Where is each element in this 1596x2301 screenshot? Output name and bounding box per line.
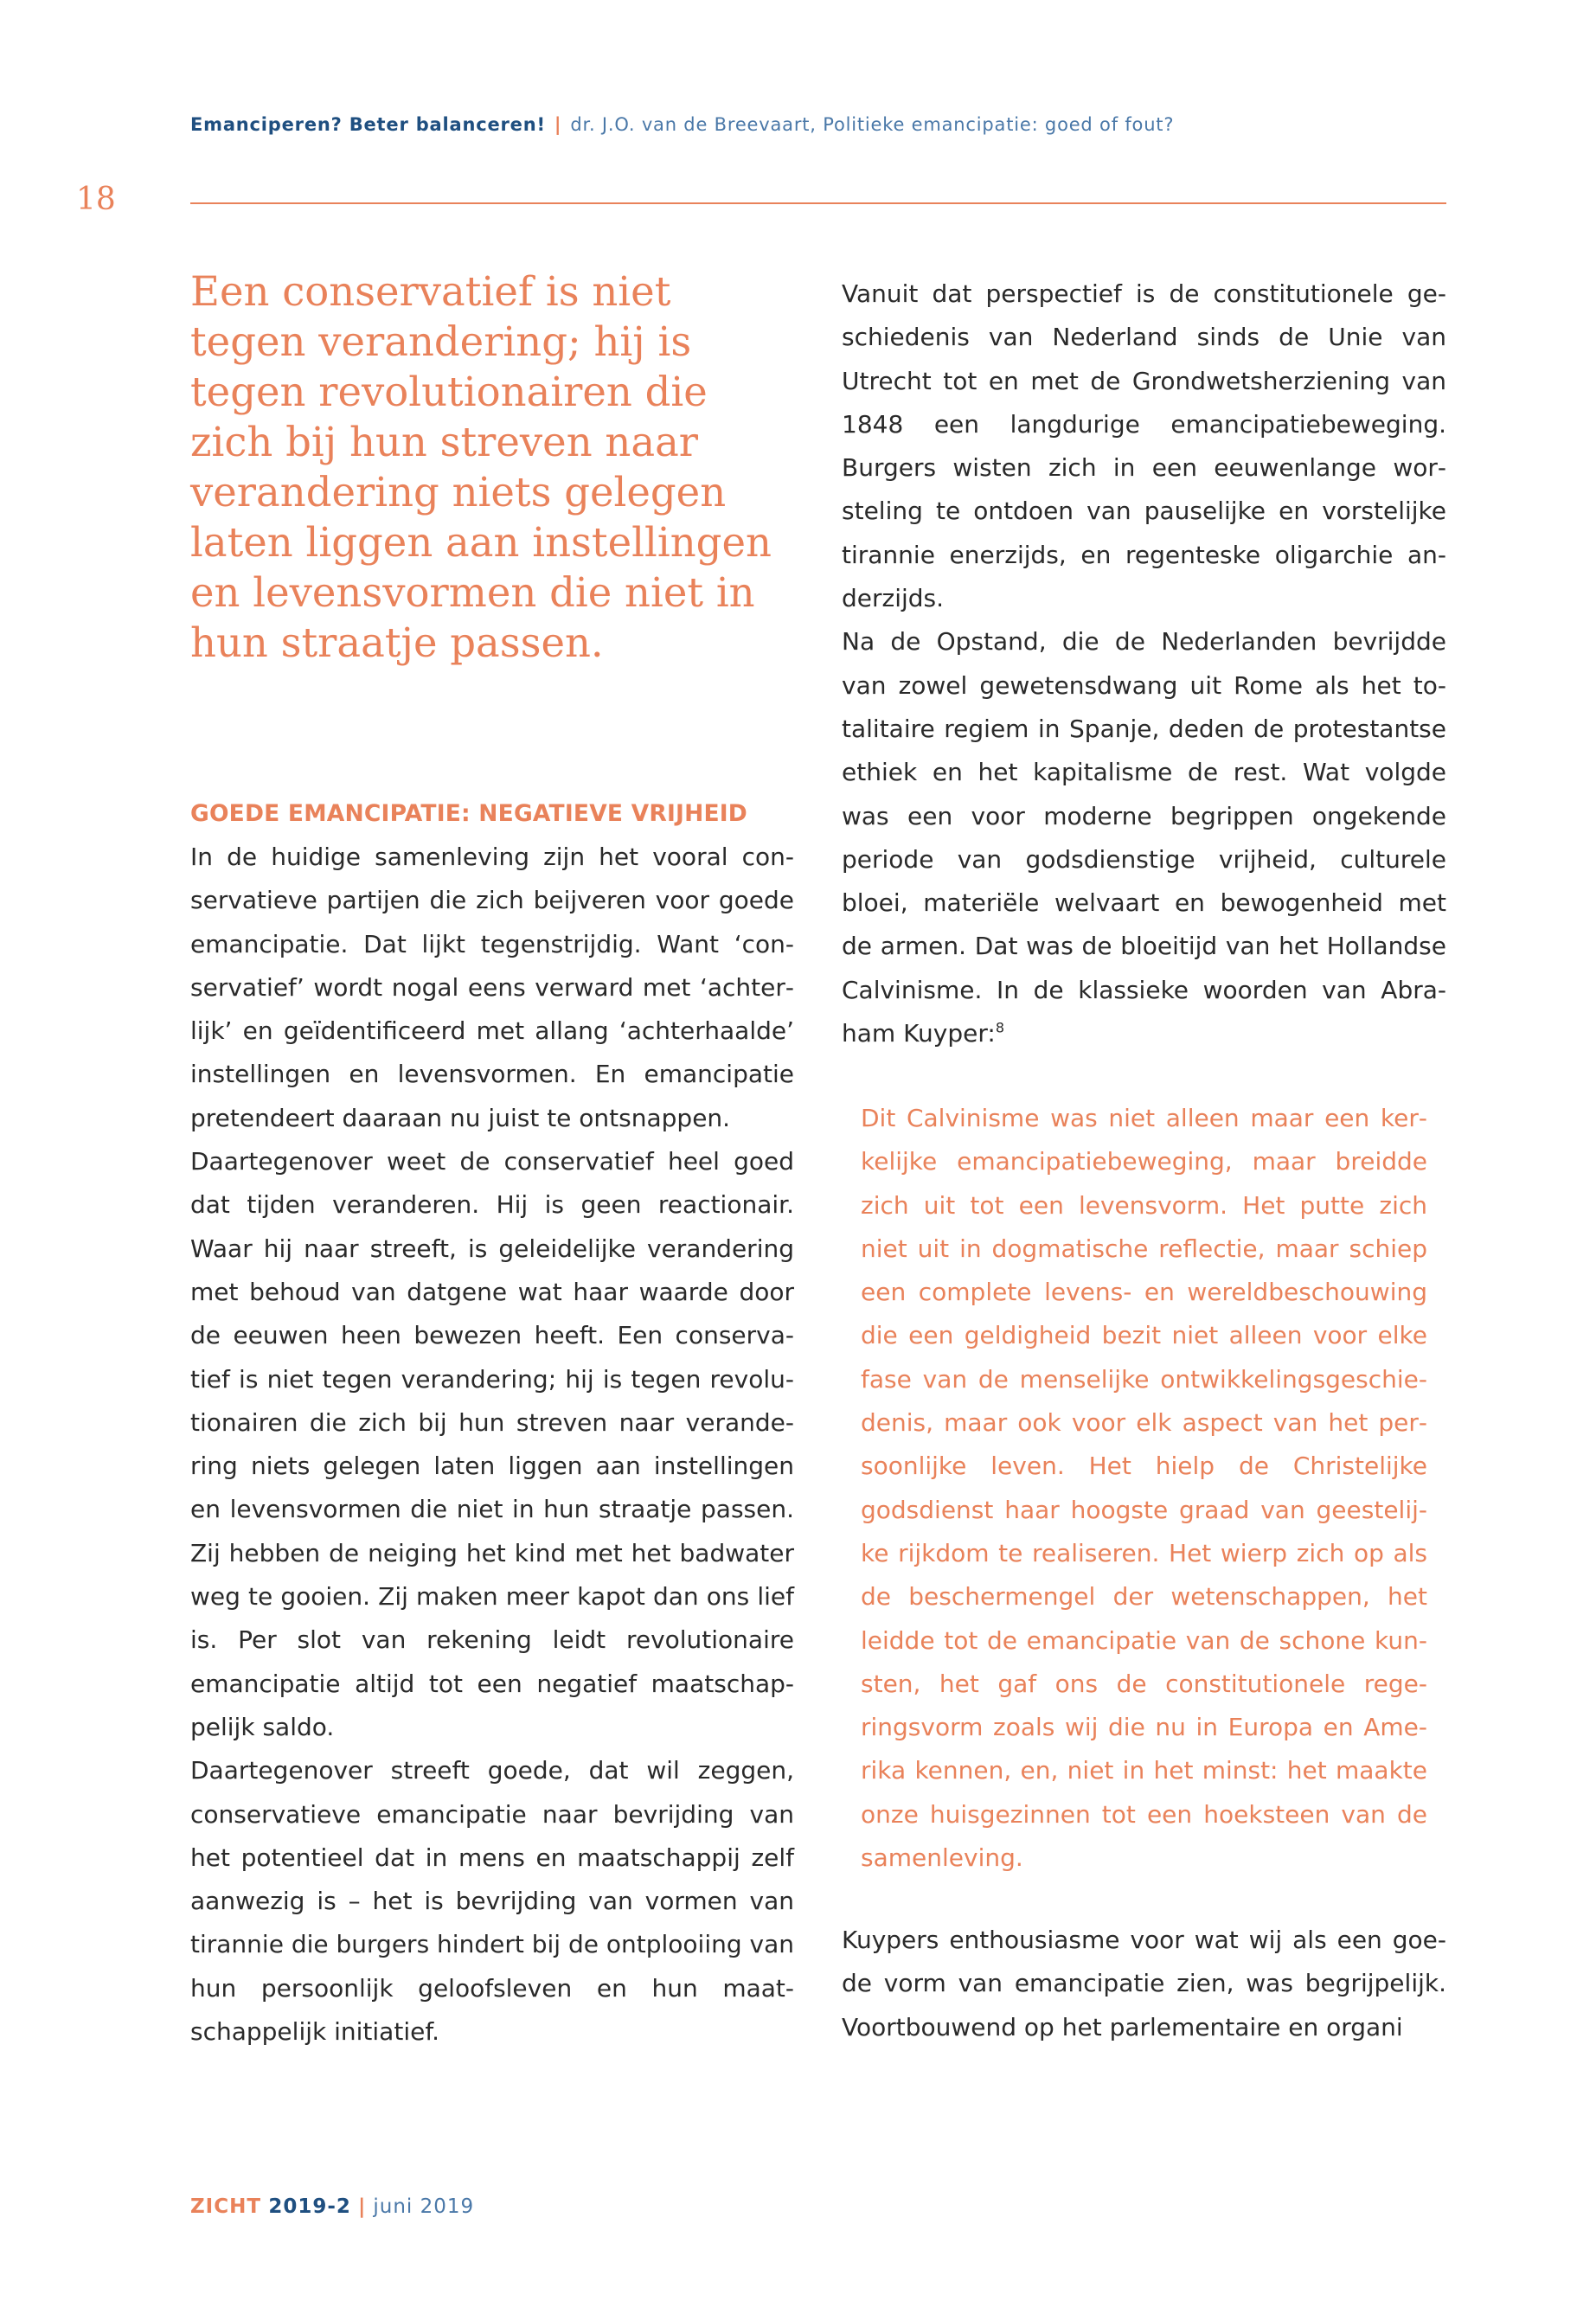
header-separator: | — [554, 114, 562, 135]
right-column-body-top — [842, 272, 1446, 1055]
left-column-body — [190, 836, 794, 2054]
magazine-brand: ZICHT — [190, 2195, 262, 2218]
author-article-title: dr. J.O. van de Breevaart, Politieke emancipatie: goed of fout? — [570, 114, 1175, 135]
footer-separator: | — [357, 2195, 367, 2218]
kuyper-quote: Dit Calvinisme was niet alleen maar een kerkelijke emancipatiebeweging, maar breidde zich uit tot een levensvorm. Het putte zich niet uit in dogmatische reflectie, maar schiep een complete levens- en wereldbeschouwing die een geldigheid bezit niet alleen voor elke fase van de menselijke ontwikkelingsgeschiedenis, maar ook voor elk aspect van het persoonlijke leven. Het hielp de Christelijke godsdienst haar hoogste graad van geestelijke rijkdom te realiseren. Het wierp zich op als de beschermengel der wetenschappen, het leidde tot de emancipatie van de schone kunsten, het gaf ons de constitutionele regeringsvorm zoals wij die nu in Europa en Amerika kennen, en, niet in het minst: het maakte onze huisgezinnen tot een hoeksteen van de samenleving. — [861, 1104, 1427, 1873]
page-number: 18 — [76, 182, 116, 217]
section-heading: GOEDE EMANCIPATIE: NEGATIEVE VRIJHEID — [190, 800, 748, 827]
paragraph: Daartegenover streeft goede, dat wil zeggen, conservatieve emancipatie naar bevrijding van het potentieel dat in mens en maatschappij zelf aanwezig is – het is bevrijding van vormen van tirannie die burgers hindert bij de ontplooiing van hun persoonlijk geloofsleven en hun maatschappelijk initiatief. — [190, 1756, 794, 2047]
series-title: Emanciperen? Beter balanceren! — [190, 114, 546, 135]
running-header — [190, 114, 1174, 135]
pull-quote: Een conservatief is niet tegen verandering; hij is tegen revolutionairen die zich bij hun streven naar verandering niets gelegen laten liggen aan instellingen en levensvormen die niet in hun straatje passen. — [190, 268, 772, 666]
paragraph-text: Na de Opstand, die de Nederlanden bevrijdde van zowel gewetensdwang uit Rome als het totalitaire regiem in Spanje, deden de protestantse ethiek en het kapitalisme de rest. Wat volgde was een voor moderne begrippen ongekende periode van godsdienstige vrijheid, culturele bloei, materiële welvaart en bewogenheid met de armen. Dat was de bloeitijd van het Hollandse Calvinisme. In de klassieke woorden van Abraham Kuyper: — [842, 627, 1446, 1048]
paragraph: In de huidige samenleving zijn het vooral conservatieve partijen die zich beijveren voor goede emancipatie. Dat lijkt tegenstrijdig. Want ‘conservatief’ wordt nogal eens verward met ‘achterlijk’ en geïdentificeerd met allang ‘achterhaalde’ instellingen en levensvormen. En emancipatie pretendeert daaraan nu juist te ontsnappen. — [190, 843, 794, 1132]
right-column-body-bottom — [842, 1919, 1446, 2049]
paragraph: Daartegenover weet de conservatief heel goed dat tijden veranderen. Hij is geen reactionair. Waar hij naar streeft, is geleidelijke verandering met behoud van datgene wat haar waarde door de eeuwen heen bewezen heeft. Een conservatief is niet tegen verandering; hij is tegen revolutionairen die zich bij hun streven naar verandering niets gelegen laten liggen aan instellingen en levensvormen die niet in hun straatje passen. Zij hebben de neiging het kind met het badwater weg te gooien. Zij maken meer kapot dan ons lief is. Per slot van rekening leidt revolutionaire emancipatie altijd tot een negatief maatschappelijk saldo. — [190, 1147, 794, 1741]
footnote-marker: 8 — [995, 1019, 1005, 1036]
issue-date: juni 2019 — [373, 2195, 475, 2218]
paragraph: Vanuit dat perspectief is de constitutionele geschiedenis van Nederland sinds de Unie van Utrecht tot en met de Grondwetsherziening van 1848 een langdurige emancipatiebeweging. Burgers wisten zich in een eeuwenlange worsteling te ontdoen van pauselijke en vorstelijke tirannie enerzijds, en regenteske oligarchie anderzijds. — [842, 279, 1446, 613]
paragraph: Kuypers enthousiasme voor wat wij als een goede vorm van emancipatie zien, was begrijpelijk. Voortbouwend op het parlementaire en organi — [842, 1926, 1446, 2041]
issue-number: 2019-2 — [268, 2195, 351, 2218]
paragraph — [842, 620, 1446, 1055]
page-footer — [190, 2195, 474, 2218]
header-divider — [190, 202, 1446, 204]
